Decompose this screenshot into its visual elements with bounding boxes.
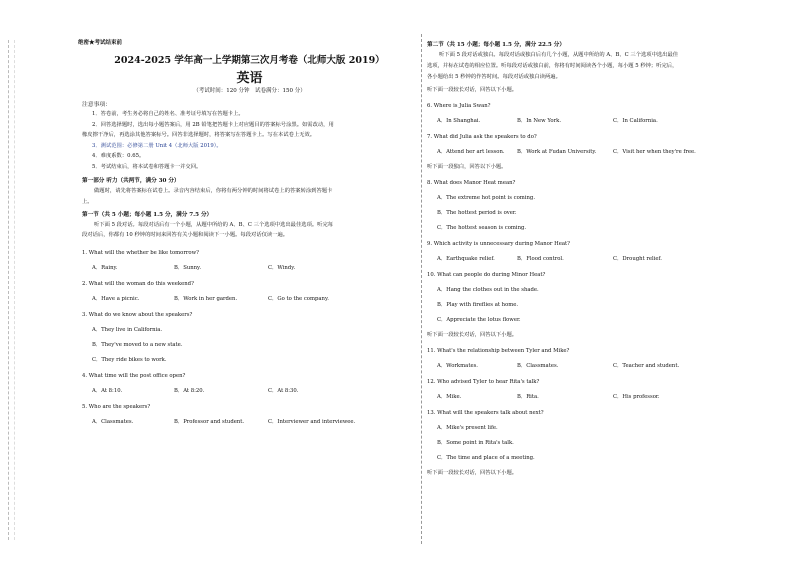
test-scope: 3．测试范围：必修第二册 Unit 4（北师大版 2019）。 bbox=[92, 142, 222, 149]
question: 7. What did Julia ask the speakers to do? bbox=[427, 134, 537, 141]
option-b: B．Flood control. bbox=[517, 256, 564, 263]
note-line: 5．考试结束后，将本试卷和答题卡一并交回。 bbox=[92, 163, 202, 170]
exam-meta: （考试时间：120 分钟 试卷满分：150 分） bbox=[193, 88, 306, 94]
option-b: B．The hottest period is over. bbox=[437, 210, 517, 217]
note-line: 2．回答选择题时，选出每小题答案后，用 2B 铅笔把答题卡上对应题目的答案标号涂黑。如需改动，用 bbox=[92, 121, 334, 128]
notes-heading: 注意事项： bbox=[82, 102, 111, 108]
section1-intro-line: 听下面 5 段对话。每段对话后有一个小题，从题中所给的 A、B、C 三个选项中选出最佳选项。听完每 bbox=[94, 221, 334, 228]
question-options bbox=[427, 255, 772, 263]
section1-heading: 第一节（共 5 小题；每小题 1.5 分，满分 7.5 分） bbox=[82, 211, 213, 218]
binding-line-inner bbox=[14, 40, 15, 540]
option-a: A．Workmates. bbox=[437, 363, 478, 370]
note-line: 4．难度系数：0.65。 bbox=[92, 153, 145, 159]
question-options bbox=[82, 295, 417, 303]
option-a: A．Hang the clothes out in the shade. bbox=[437, 287, 539, 294]
note-line: 1．答卷前，考生务必将自己的姓名、准考证号填写在答题卡上。 bbox=[92, 111, 244, 117]
question-options bbox=[427, 117, 772, 125]
question: 9. Which activity is unnecessary during Manor Heat? bbox=[427, 241, 570, 248]
question: 13. What will the speakers talk about next? bbox=[427, 410, 544, 417]
question-options bbox=[82, 264, 417, 272]
listen-instruction: 听下面一段独白，回答以下小题。 bbox=[427, 164, 507, 171]
option-b: B．In New York. bbox=[517, 118, 562, 125]
section1-intro-line: 段对话后，你都有 10 秒钟的时间来回答有关小题和阅读下一小题。每段对话仅读一遍。 bbox=[82, 232, 289, 239]
option-a: A．Rainy. bbox=[92, 265, 118, 272]
option-a: A．They live in California. bbox=[92, 327, 163, 334]
listen-instruction: 听下面一段较长对话，回答以下小题。 bbox=[427, 332, 518, 339]
option-c: C．At 8:30. bbox=[268, 388, 299, 395]
option-c: C．Teacher and student. bbox=[613, 363, 680, 370]
option-b: B．Professor and student. bbox=[174, 419, 245, 426]
question: 11. What's the relationship between Tyler and Mike? bbox=[427, 348, 570, 355]
option-b: B．They've moved to a new state. bbox=[92, 342, 183, 349]
option-b: B．Work in her garden. bbox=[174, 296, 238, 303]
option-b: B．Rita. bbox=[517, 394, 539, 401]
option-a: A．Earthquake relief. bbox=[437, 256, 495, 263]
option-a: A．At 8:10. bbox=[92, 388, 123, 395]
option-b: B．Sunny. bbox=[174, 265, 202, 272]
listen-instruction: 听下面一段较长对话，回答以下小题。 bbox=[427, 470, 518, 477]
part1-heading: 第一部分 听力（共两节，满分 30 分） bbox=[82, 178, 180, 184]
section2-intro-line: 各小题给出 5 秒钟的作答时间。每段对话或独白读两遍。 bbox=[427, 73, 561, 80]
column-divider bbox=[421, 34, 422, 544]
binding-line bbox=[8, 40, 9, 540]
secret-label: 绝密★考试结束前 bbox=[78, 40, 123, 46]
option-a: A．Have a picnic. bbox=[92, 296, 140, 303]
part1-intro-line: 上。 bbox=[82, 198, 93, 205]
option-b: B．At 8:20. bbox=[174, 388, 205, 395]
option-c: C．Appreciate the lotus flower. bbox=[437, 317, 521, 324]
section2-intro-line: 选项，并标在试卷的相应位置。听每段对话或独白前，你将有时间阅读各个小题，每小题 5 秒钟；听完后， bbox=[427, 62, 678, 69]
option-c: C．The time and place of a meeting. bbox=[437, 455, 535, 462]
question: 5. Who are the speakers? bbox=[82, 404, 151, 411]
right-column bbox=[427, 40, 772, 477]
option-a: A．Mike's present life. bbox=[437, 425, 498, 432]
listen-instruction: 听下面一段较长对话，回答以下小题。 bbox=[427, 87, 518, 94]
question-options bbox=[82, 418, 417, 426]
option-c: C．Go to the company. bbox=[268, 296, 329, 303]
option-a: A．Classmates. bbox=[92, 419, 134, 426]
question: 3. What do we know about the speakers? bbox=[82, 312, 193, 319]
note-line bbox=[82, 141, 417, 152]
option-c: C．Interviewer and interviewee. bbox=[268, 419, 356, 426]
option-c: C．Drought relief. bbox=[613, 256, 662, 263]
left-column bbox=[78, 36, 417, 426]
option-a: A．In Shanghai. bbox=[437, 118, 481, 125]
exam-title: 2024-2025 学年高一上学期第三次月考卷（北师大版 2019） bbox=[114, 55, 385, 66]
option-c: C．Windy. bbox=[268, 265, 296, 272]
question: 4. What time will the post office open? bbox=[82, 373, 186, 380]
question: 12. Who advised Tyler to hear Rita's talk? bbox=[427, 379, 540, 386]
question-options bbox=[427, 362, 772, 370]
section2-intro-line: 听下面 5 段对话或独白。每段对话或独白后有几个小题，从题中所给的 A、B、C 三个选项中选出最佳 bbox=[439, 52, 679, 58]
option-b: B．Some point in Rita's talk. bbox=[437, 440, 514, 447]
question-options bbox=[427, 393, 772, 401]
question: 1. What will the whether be like tomorrow? bbox=[82, 250, 199, 257]
exam-subject: 英语 bbox=[236, 71, 263, 86]
question-options bbox=[427, 148, 772, 156]
option-c: C．His professor. bbox=[613, 394, 660, 401]
option-b: B．Work at Fudan University. bbox=[517, 149, 597, 156]
option-b: B．Classmates. bbox=[517, 363, 559, 370]
question: 8. What does Manor Heat mean? bbox=[427, 180, 516, 187]
section2-heading: 第二节（共 15 小题；每小题 1.5 分，满分 22.5 分） bbox=[427, 42, 565, 48]
option-a: A．Mike. bbox=[437, 394, 462, 401]
option-a: A．The extreme hot point is coming. bbox=[437, 195, 536, 202]
option-a: A．Attend her art lesson. bbox=[437, 149, 505, 156]
option-c: C．Visit her when they're free. bbox=[613, 149, 696, 156]
option-b: B．Play with fireflies at home. bbox=[437, 302, 519, 309]
option-c: C．In California. bbox=[613, 118, 658, 125]
question: 10. What can people do during Minor Heat? bbox=[427, 272, 546, 279]
part1-intro-line: 做题时，请先将答案标在试卷上。录音内容结束后，你将有两分钟的时间将试卷上的答案转涂到答题卡 bbox=[94, 188, 333, 194]
option-c: C．They ride bikes to work. bbox=[92, 357, 167, 364]
question: 2. What will the woman do this weekend? bbox=[82, 281, 194, 288]
note-line: 橡皮擦干净后，再选涂其他答案标号。回答非选择题时，将答案写在答题卡上。写在本试卷上无效。 bbox=[82, 132, 316, 138]
question-options bbox=[82, 387, 417, 395]
question: 6. Where is Julia Swan? bbox=[427, 103, 491, 110]
option-c: C．The hottest season is coming. bbox=[437, 225, 527, 232]
